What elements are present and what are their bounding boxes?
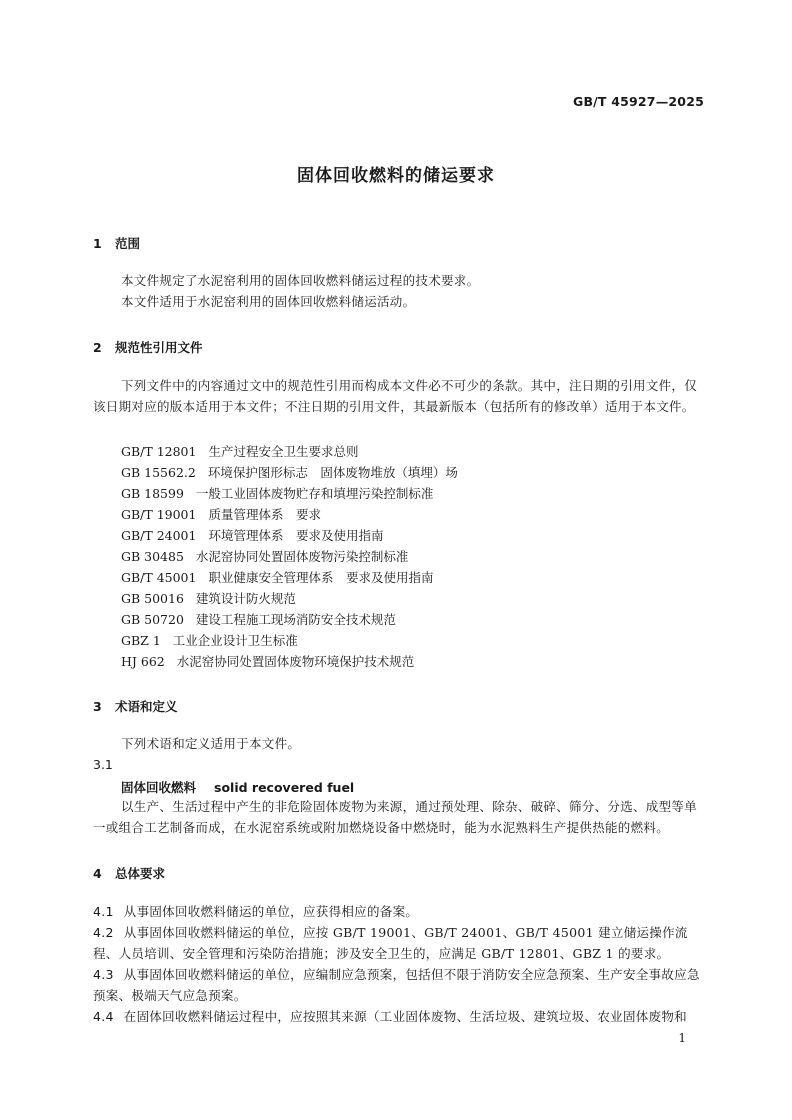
reference-item [121,652,414,670]
reference-title: 水泥窑协同处置固体废物环境保护技术规范 [176,654,415,669]
reference-item [121,631,298,649]
reference-title: 生产过程安全卫生要求总则 [208,444,359,459]
term-number: 3.1 [93,757,113,772]
section-number: 4 [93,866,102,881]
reference-code: GB 50720 [121,612,184,627]
reference-code: GB/T 45001 [121,570,197,585]
reference-code: GB/T 24001 [121,528,197,543]
clause-4-2 [93,922,703,964]
reference-item [121,526,383,544]
reference-item [121,547,408,565]
document-title: 固体回收燃料的储运要求 [297,166,495,186]
section-4-heading [93,864,165,882]
reference-code: GB/T 12801 [121,444,197,459]
reference-item [121,442,358,460]
clause-number: 4.4 [93,1009,114,1024]
reference-code: GBZ 1 [121,633,161,648]
section-2-heading [93,338,203,356]
term-chinese: 固体回收燃料 [121,780,197,795]
reference-title: 工业企业设计卫生标准 [172,633,298,648]
clause-number: 4.1 [93,904,114,919]
reference-code: GB 50016 [121,591,184,606]
clause-text: 从事固体回收燃料储运的单位，应按 GB/T 19001、GB/T 24001、GB/T 45001 建立储运操作流程、人员培训、安全管理和污染防治措施；涉及安全卫生的，应满足 GB/T 12801、GBZ 1 的要求。 [93,925,688,961]
term-english: solid recovered fuel [214,780,355,795]
reference-item [121,610,396,628]
reference-title: 职业健康安全管理体系 要求及使用指南 [208,570,434,585]
scope-paragraph-1: 本文件规定了水泥窑利用的固体回收燃料储运过程的技术要求。 [121,273,480,288]
reference-code: GB/T 19001 [121,507,197,522]
section-title: 术语和定义 [115,699,178,714]
reference-item [121,505,321,523]
scope-paragraph-2: 本文件适用于水泥窑利用的固体回收燃料储运活动。 [121,294,416,309]
section-title: 总体要求 [115,866,166,881]
reference-code: GB 30485 [121,549,184,564]
reference-item [121,568,433,586]
clause-4-4 [93,1006,703,1027]
clause-number: 4.2 [93,925,114,940]
standard-number: GB/T 45927—2025 [572,94,704,109]
reference-item [121,463,458,481]
term-heading [121,778,354,796]
section-title: 范围 [115,236,141,251]
normative-references-intro: 下列文件中的内容通过文中的规范性引用而构成本文件必不可少的条款。其中，注日期的引用文件，仅该日期对应的版本适用于本文件；不注日期的引用文件，其最新版本（包括所有的修改单）适用于本文件。 [93,378,698,414]
reference-title: 质量管理体系 要求 [208,507,321,522]
clause-4-1 [93,901,703,922]
clause-text: 在固体回收燃料储运过程中，应按照其来源（工业固体废物、生活垃圾、建筑垃圾、农业固体废物和 [123,1009,687,1024]
reference-code: HJ 662 [121,654,165,669]
reference-code: GB 15562.2 [121,465,196,480]
terms-intro: 下列术语和定义适用于本文件。 [121,736,301,751]
section-number: 3 [93,699,102,714]
reference-item [121,484,433,502]
section-number: 1 [93,236,102,251]
reference-title: 环境管理体系 要求及使用指南 [208,528,384,543]
reference-title: 一般工业固体废物贮存和填埋污染控制标准 [195,486,434,501]
reference-title: 水泥窑协同处置固体废物污染控制标准 [195,549,409,564]
reference-item [121,589,296,607]
reference-title: 建设工程施工现场消防安全技术规范 [195,612,396,627]
term-definition: 以生产、生活过程中产生的非危险固体废物为来源，通过预处理、除杂、破碎、筛分、分选、成型等单一或组合工艺制备而成，在水泥窑系统或附加燃烧设备中燃烧时，能为水泥熟料生产提供热能的燃料。 [93,799,698,835]
reference-title: 环境保护图形标志 固体废物堆放（填埋）场 [207,465,458,480]
section-1-heading [93,234,140,252]
page-number: 1 [678,1031,686,1045]
section-3-heading [93,697,178,715]
section-number: 2 [93,340,102,355]
clause-4-3 [93,964,703,1006]
clause-number: 4.3 [93,967,114,982]
reference-title: 建筑设计防火规范 [195,591,296,606]
reference-code: GB 18599 [121,486,184,501]
section-title: 规范性引用文件 [115,340,203,355]
clause-text: 从事固体回收燃料储运的单位，应编制应急预案，包括但不限于消防安全应急预案、生产安全事故应急预案、极端天气应急预案。 [93,967,700,1003]
clause-text: 从事固体回收燃料储运的单位，应获得相应的备案。 [123,904,419,919]
